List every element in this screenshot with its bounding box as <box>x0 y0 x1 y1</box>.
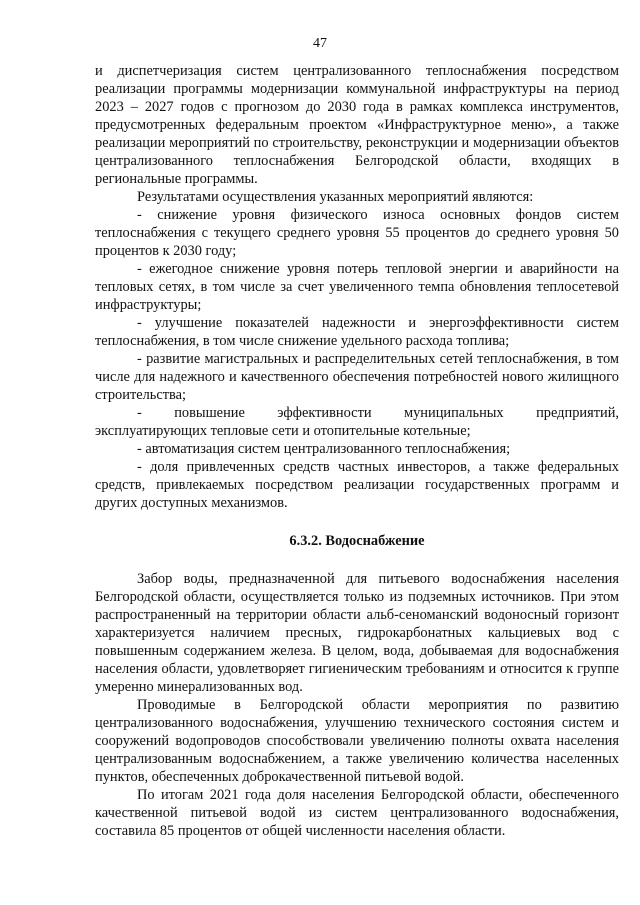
split-word: - <box>137 405 142 421</box>
split-word: повышение <box>174 405 245 421</box>
list-item: - улучшение показателей надежности и энергоэффективности систем теплоснабжения, в том числе снижение удельного расхода топлива; <box>95 315 619 349</box>
list-item: - ежегодное снижение уровня потерь тепловой энергии и аварийности на тепловых сетях, в том числе за счет увеличенного темпа обновления теплосетевой инфраструктуры; <box>95 261 619 313</box>
paragraph: Проводимые в Белгородской области мероприятия по развитию централизованного водоснабжения, улучшению технического состояния систем и сооружений водопроводов способствовали увеличению полноты охвата населения централизованным водоснабжением, а также увеличению количества населенных пунктов, обеспеченных доброкачественной питьевой водой. <box>95 697 619 785</box>
paragraph: и диспетчеризация систем централизованного теплоснабжения посредством реализации программы модернизации коммунальной инфраструктуры на период 2023 – 2027 годов с прогнозом до 2030 года в рамках комплекса инструментов, предусмотренных федеральным проектом «Инфраструктурное меню», а также реализации мероприятий по строительству, реконструкции и модернизации объектов централизованного теплоснабжения Белгородской области, входящих в региональные программы. <box>95 63 619 187</box>
paragraph: Забор воды, предназначенной для питьевого водоснабжения населения Белгородской области, осуществляется только из подземных источников. При этом распространенный на территории области альб-сеноманский водоносный горизонт характеризуется наличием пресных, гидрокарбонатных кальциевых вод с повышенным содержанием железа. В целом, вода, добываемая для водоснабжения населения области, удовлетворяет гигиеническим требованиям и относится к группе умеренно минерализованных вод. <box>95 571 619 695</box>
split-word: предприятий, <box>536 405 619 421</box>
split-word: эффективности <box>277 405 372 421</box>
split-word: муниципальных <box>404 405 504 421</box>
document-body <box>95 62 619 840</box>
section-heading: 6.3.2. Водоснабжение <box>289 533 425 549</box>
list-item: - доля привлеченных средств частных инвесторов, а также федеральных средств, привлекаемых посредством реализации государственных программ и других доступных механизмов. <box>95 459 619 511</box>
list-item: - снижение уровня физического износа основных фондов систем теплоснабжения с текущего среднего уровня 55 процентов до среднего уровня 50 процентов к 2030 году; <box>95 207 619 259</box>
page-number: 47 <box>313 36 327 51</box>
list-item: - автоматизация систем централизованного теплоснабжения; <box>137 441 511 457</box>
paragraph: Результатами осуществления указанных мероприятий являются: <box>137 189 534 205</box>
list-item: - развитие магистральных и распределительных сетей теплоснабжения, в том числе для надежного и качественного обеспечения потребностей нового жилищного строительства; <box>95 351 619 403</box>
paragraph: По итогам 2021 года доля населения Белгородской области, обеспеченного качественной питьевой водой из систем централизованного водоснабжения, составила 85 процентов от общей численности населения области. <box>95 787 619 839</box>
list-item-continuation: эксплуатирующих тепловые сети и отопительные котельные; <box>95 423 471 439</box>
list-item-split-line <box>95 404 619 422</box>
